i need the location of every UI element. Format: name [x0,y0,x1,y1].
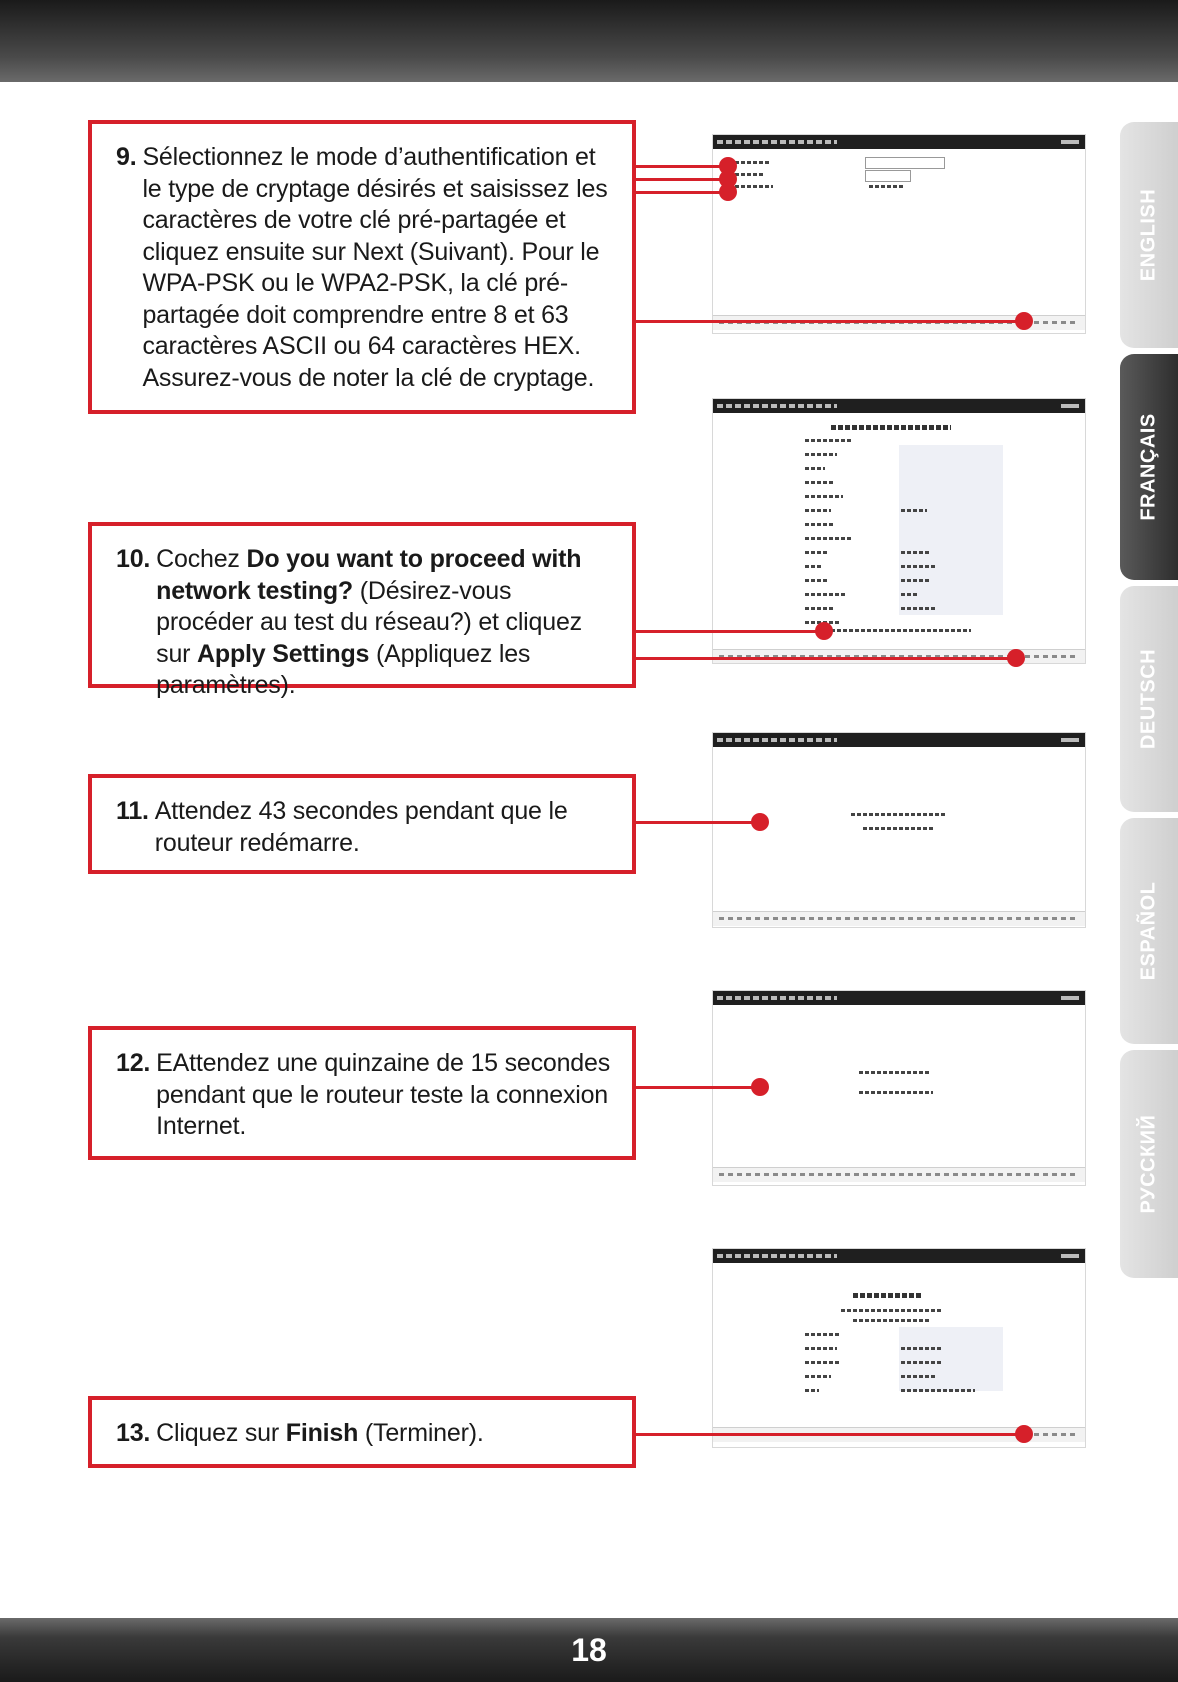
step-text: Cliquez sur Finish (Terminer). [156,1419,484,1447]
lang-tab-label: FRANÇAIS [1137,413,1160,521]
lang-tab-espanol[interactable] [1120,818,1178,1044]
step-number: 13. [116,1419,151,1447]
screenshot-footer [713,911,1085,926]
lang-tab-label: ESPAÑOL [1137,881,1160,981]
step-number: 11. [116,797,149,825]
page-number: 18 [571,1631,607,1668]
screenshot-settings-summary [712,398,1086,664]
top-banner [0,0,1178,82]
step-text: Sélectionnez le mode d’authentification et le type de cryptage désirés et saisissez les caractères de votre clé pré-partagée et cliquez ensuite sur Next (Suivant). Pour le WPA-PSK ou le WPA2-PSK, la clé pré-partagée doit comprendre entre 8 et 63 caractères ASCII ou 64 caractères HEX. Assurez-vous de noter la clé de cryptage. [142,143,608,392]
step-text: Attendez 43 secondes pendant que le routeur redémarre. [154,797,568,857]
step-number: 9. [116,143,137,171]
screenshot-header [713,991,1085,1005]
callout-dot [1015,312,1033,330]
step-10-box [88,522,636,699]
callout-dot [751,1078,769,1096]
callout-dot [719,183,737,201]
screenshot-footer [713,1167,1085,1182]
lang-tab-label: ENGLISH [1137,188,1160,282]
step-number: 10. [116,545,151,573]
screenshot-header [713,1249,1085,1263]
screenshot-header [713,399,1085,413]
step-13-box [88,1396,636,1468]
step-text: EAttendez une quinzaine de 15 secondes pendant que le routeur teste la connexion Internet. [156,1049,611,1140]
lang-tab-english[interactable] [1120,122,1178,348]
bottom-banner [0,1618,1178,1682]
step-12-box [88,1026,636,1160]
callout-dot [751,813,769,831]
callout-dot [815,622,833,640]
screenshot-header [713,135,1085,149]
step-number: 12. [116,1049,151,1077]
callout-dot [1015,1425,1033,1443]
lang-tab-label: РУССКИЙ [1137,1114,1160,1214]
step-text: Cochez Do you want to proceed with network testing? (Désirez-vous procéder au test du réseau?) et cliquez sur Apply Settings (Appliquez les paramètres). [156,545,582,699]
step-9-box [88,120,636,414]
lang-tab-label: DEUTSCH [1137,648,1160,750]
callout-dot [1007,649,1025,667]
step-11-box [88,774,636,874]
lang-tab-russian[interactable] [1120,1050,1178,1278]
lang-tab-deutsch[interactable] [1120,586,1178,812]
screenshot-setup-complete [712,1248,1086,1448]
screenshot-router-restart [712,732,1086,928]
lang-tab-francais[interactable] [1120,354,1178,580]
screenshot-header [713,733,1085,747]
screenshot-security-settings [712,134,1086,334]
